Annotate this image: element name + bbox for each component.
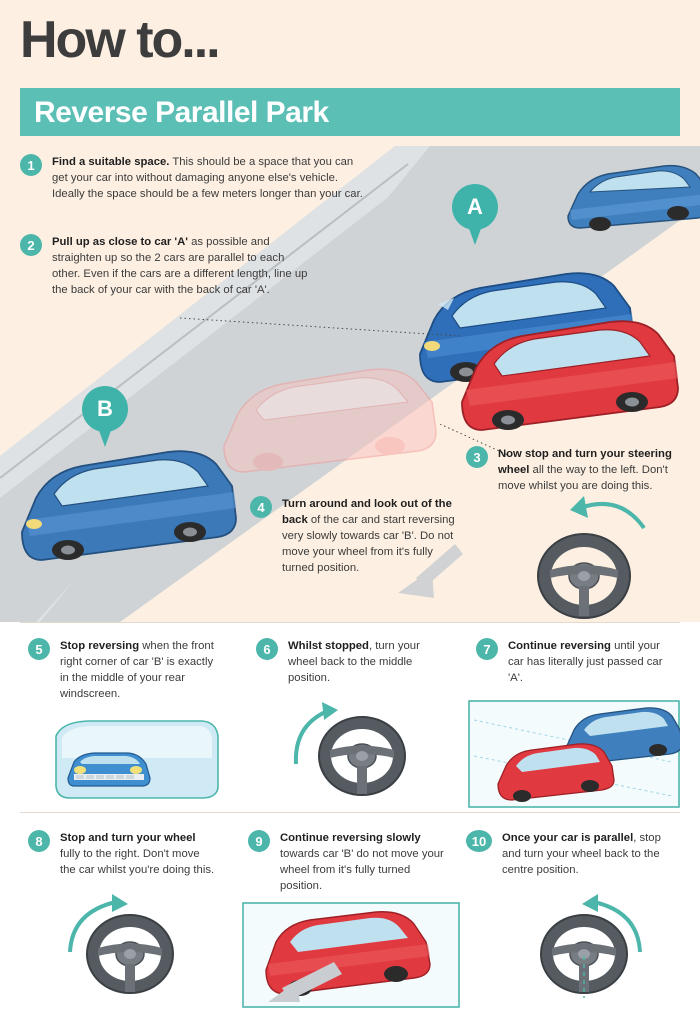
step-8-heading: Stop and turn your wheel (60, 832, 196, 844)
step-2-number: 2 (20, 234, 42, 256)
arrow-turn-left-step-3 (560, 486, 650, 546)
step-2-text (52, 234, 310, 298)
title-banner (20, 88, 680, 136)
step-6-body: , turn your wheel back to the middle position. (288, 640, 420, 685)
step-5-heading: Stop reversing (60, 640, 140, 652)
step-9-body: towards car 'B' do not move your wheel from it's fully turned position. (280, 848, 444, 893)
header (0, 0, 700, 146)
steps-row-middle (0, 622, 700, 812)
step-6-number: 6 (256, 638, 278, 660)
marker-pin-b-label: B (82, 386, 128, 432)
leader-line-step-2 (180, 296, 470, 346)
step-6-text (288, 638, 436, 686)
inset-illustration-step-7 (468, 700, 680, 808)
step-4-number: 4 (250, 496, 272, 518)
step-5-body: when the front right corner of car 'B' is exactly in the middle of your rear windscreen. (60, 640, 214, 701)
marker-pin-a-label: A (452, 184, 498, 230)
car-red-ghost (212, 354, 442, 484)
step-7-text (508, 638, 671, 686)
step-8-number: 8 (28, 830, 50, 852)
step-8-body: fully to the right. Don't move the car whilst you're doing this. (60, 848, 215, 877)
step-8-text (60, 830, 218, 878)
step-2-body: as possible and straighten up so the 2 cars are parallel to each other. Even if the cars are a different length, line up the back of your car with the back of car 'A'. (52, 236, 308, 297)
car-blue-far-top (560, 154, 700, 244)
inset-illustration-step-9 (242, 902, 460, 1008)
step-3-number: 3 (466, 446, 488, 468)
step-1-heading: Find a suitable space. (52, 156, 170, 168)
step-5-number: 5 (28, 638, 50, 660)
step-3-heading: Now stop and turn your steering wheel (498, 448, 672, 477)
step-7-number: 7 (476, 638, 498, 660)
step-3-text (498, 446, 682, 494)
step-10-body: , stop and turn your wheel back to the centre position. (502, 832, 661, 877)
step-6-heading: Whilst stopped (288, 640, 369, 652)
step-4-text (282, 496, 460, 576)
step-4-body: of the car and start reversing very slowly towards car 'B'. Do not move your wheel from it's fully turned position. (282, 514, 455, 575)
step-1-number: 1 (20, 154, 42, 176)
divider-top-bot (20, 812, 680, 813)
marker-pin-b (82, 386, 128, 448)
step-2-heading: Pull up as close to car 'A' (52, 236, 188, 248)
step-1-body: This should be a space that you can get your car into without damaging anyone else's vehicle. Ideally the space should be a few meters longer than your car. (52, 156, 363, 201)
steering-wheel-step-10 (516, 894, 656, 1006)
marker-pin-b-tip (97, 425, 113, 447)
step-9-text (280, 830, 444, 894)
step-5-text (60, 638, 218, 702)
rear-windscreen-view-step-5 (52, 718, 222, 804)
step-10-number: 10 (466, 830, 492, 852)
marker-pin-a-tip (467, 223, 483, 245)
step-4-heading: Turn around and look out of the back (282, 498, 452, 527)
step-7-heading: Continue reversing (508, 640, 611, 652)
marker-pin-a (452, 184, 498, 246)
step-9-number: 9 (248, 830, 270, 852)
steps-row-bottom (0, 812, 700, 1022)
car-blue-car-b (10, 436, 240, 576)
illustration-panel-top (0, 146, 700, 622)
step-10-heading: Once your car is parallel (502, 832, 634, 844)
steering-wheel-step-8 (62, 894, 202, 1006)
divider-top-mid (20, 622, 680, 623)
step-9-heading: Continue reversing slowly (280, 832, 421, 844)
step-7-body: until your car has literally just passed car 'A'. (508, 640, 663, 685)
page-title: How to... (20, 11, 219, 69)
steering-wheel-step-6 (290, 698, 420, 808)
page-subtitle: Reverse Parallel Park (34, 96, 329, 129)
step-10-text (502, 830, 666, 878)
step-1-text (52, 154, 370, 202)
step-3-body: all the way to the left. Don't move whilst you are doing this. (498, 464, 668, 493)
